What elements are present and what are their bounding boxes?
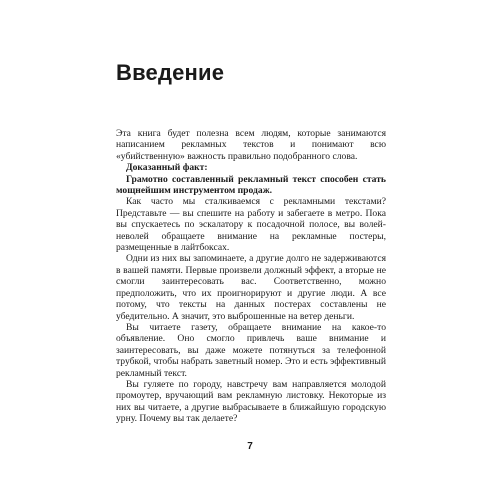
- chapter-title: Введение: [116, 60, 225, 85]
- paragraph-newspaper: Вы читаете газету, обращаете внимание на какое-то объявление. Оно смогло привлечь ваше внимание и заинтересовать, вы даже можете потянуться за телефонной трубкой, чтобы набрать заветный номер. Это и есть эффективный рекламный текст.: [116, 321, 386, 379]
- paragraph-metro: Как часто мы сталкиваемся с рекламными текстами? Представьте — вы спешите на работу и забегаете в метро. Пока вы спускаетесь по эскалатору к посадочной полосе, вы волей-неволей обращаете внимание на рекламные постеры, размещенные в лайтбоксах.: [116, 196, 386, 254]
- paragraph-intro: Эта книга будет полезна всем людям, которые занимаются написанием рекламных текстов и понимают всю «убийственную» важность правильно подобранного слова.: [116, 128, 386, 162]
- paragraph-memory: Одни из них вы запоминаете, а другие долго не задерживаются в вашей памяти. Первые произвели должный эффект, а вторые не смогли заинтересовать вас. Соответственно, можно предположить, что их проигнорируют и другие люди. А все потому, что тексты на данных постерах составлены не убедительно. А значит, это выброшенные на ветер деньги.: [116, 253, 386, 322]
- paragraph-promoter: Вы гуляете по городу, навстречу вам направляется молодой промоутер, вручающий вам рекламную листовку. Некоторые из них вы читаете, а другие выбрасываете в ближайшую городскую урну. Почему вы так делаете?: [116, 378, 386, 425]
- chapter-body: [116, 128, 386, 425]
- paragraph-proven-fact: Грамотно составленный рекламный текст способен стать мощнейшим инструментом продаж.: [116, 173, 386, 197]
- paragraph-proven-fact-label: Доказанный факт:: [126, 162, 208, 174]
- page-number: 7: [247, 441, 253, 452]
